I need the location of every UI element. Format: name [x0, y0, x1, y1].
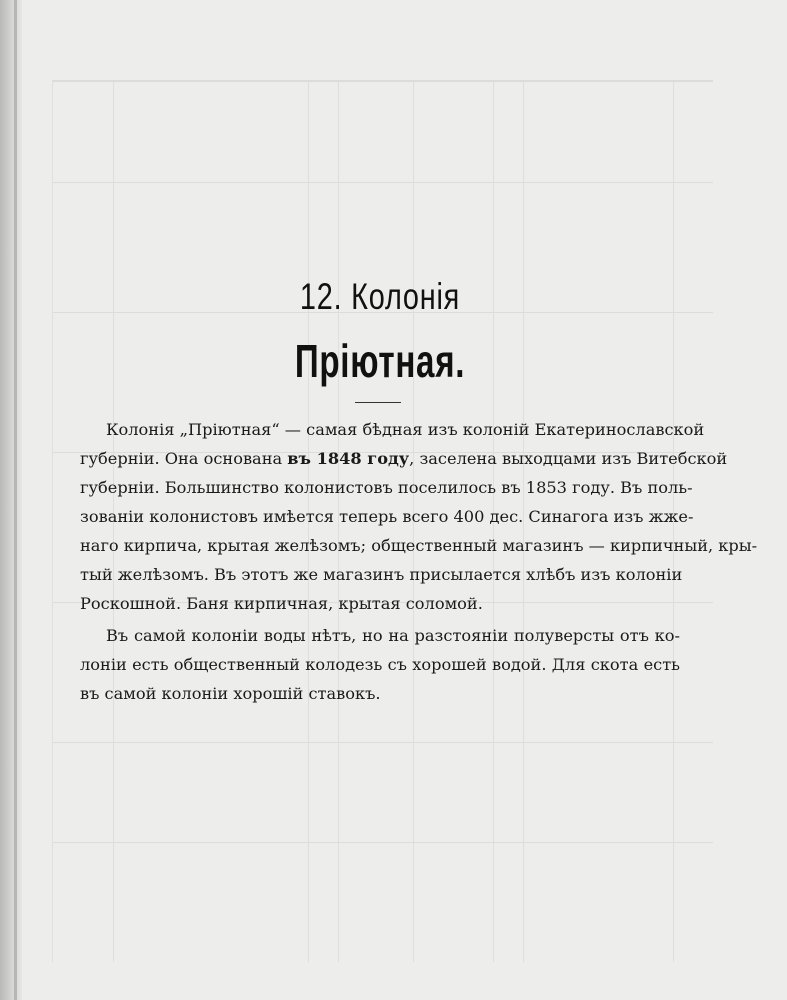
- founding-year-bold: въ 1848 году: [287, 449, 410, 468]
- text-line: лоніи есть общественный колодезь съ хорошей водой. Для скота есть: [80, 655, 680, 674]
- text-line: Колонія „Пріютная“ — самая бѣдная изъ колоній Екатеринославской: [106, 420, 705, 439]
- document-page: [22, 0, 787, 1000]
- text-content: [80, 0, 758, 1000]
- paragraph-water: [80, 621, 680, 708]
- text-line: губерніи. Она основана въ 1848 году, заселена выходцами изъ Витебской: [80, 449, 728, 468]
- text-line: зованіи колонистовъ имѣется теперь всего 400 дес. Синагога изъ жже-: [80, 507, 694, 526]
- page-left-edge: [0, 0, 22, 1000]
- text-line: тый желѣзомъ. Въ этотъ же магазинъ присылается хлѣбъ изъ колоніи: [80, 565, 683, 584]
- colony-number-heading: 12. Колонія: [299, 276, 461, 317]
- text-line: губерніи. Большинство колонистовъ поселилось въ 1853 году. Въ поль-: [80, 478, 693, 497]
- text-line: Роскошной. Баня кирпичная, крытая соломой.: [80, 594, 483, 613]
- text-line: Въ самой колоніи воды нѣтъ, но на разстояніи полуверсты отъ ко-: [106, 626, 680, 645]
- text-line: наго кирпича, крытая желѣзомъ; общественный магазинъ — кирпичный, кры-: [80, 536, 758, 555]
- book-spine: [14, 0, 17, 1000]
- text-line: въ самой колоніи хорошій ставокъ.: [80, 684, 381, 703]
- divider-rule: [355, 402, 401, 403]
- paragraph-description: [80, 415, 758, 618]
- colony-name-heading: Пріютная.: [294, 335, 466, 387]
